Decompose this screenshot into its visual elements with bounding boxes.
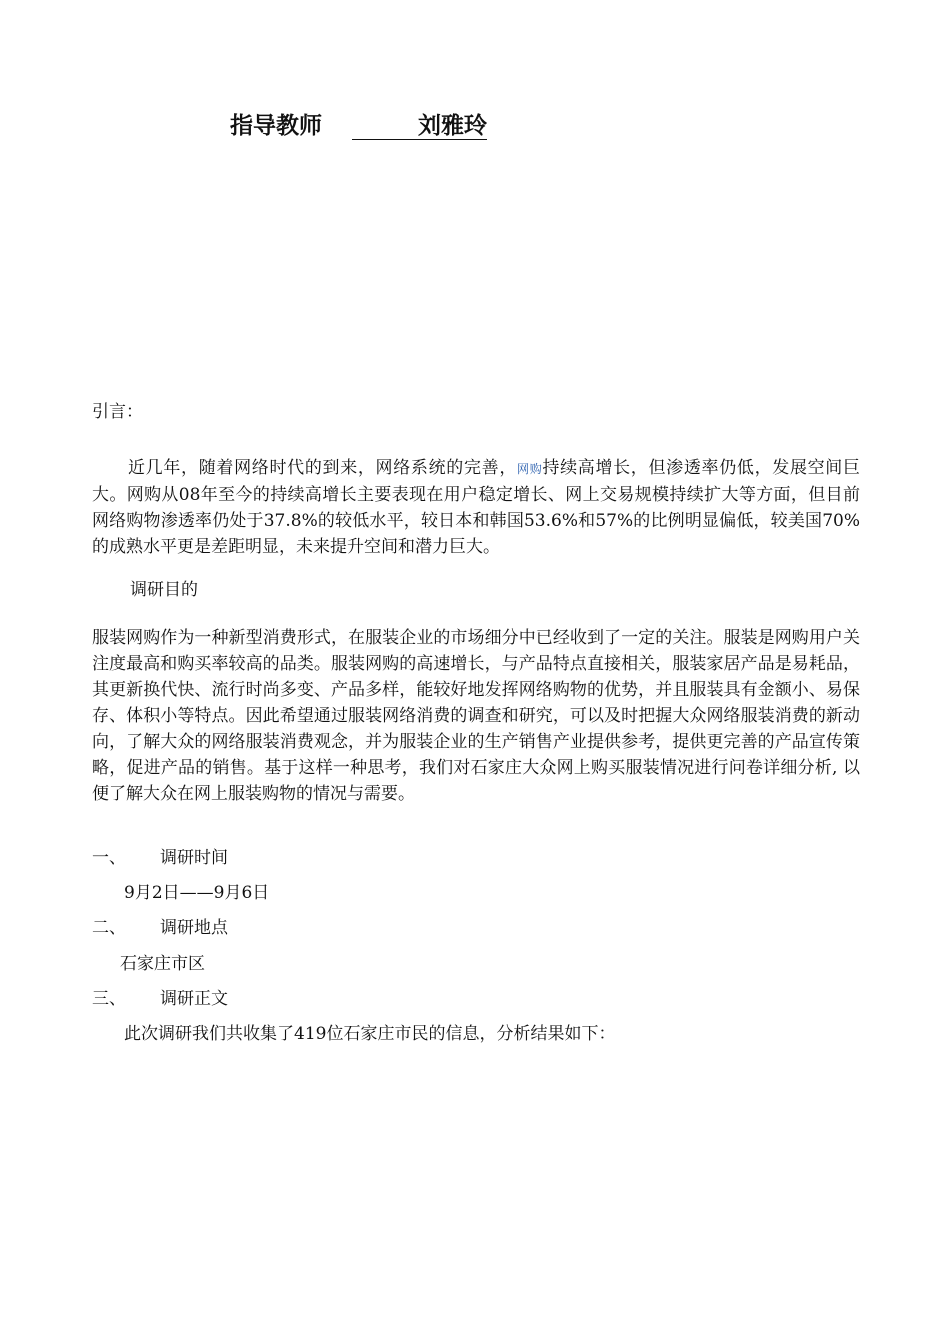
advisor-name-underline [352, 113, 487, 140]
advisor-line [230, 110, 487, 142]
section-title: 调研地点 [160, 918, 228, 938]
purpose-heading: 调研目的 [130, 580, 198, 600]
section-content-body: 此次调研我们共收集了419位石家庄市民的信息，分析结果如下： [124, 1024, 616, 1044]
section-content-time: 9月2日——9月6日 [124, 883, 270, 903]
section-content-location: 石家庄市区 [120, 954, 205, 974]
intro-text-before-link: 近几年，随着网络时代的到来，网络系统的完善， [128, 458, 518, 478]
advisor-label: 指导教师 [230, 113, 322, 139]
advisor-name: 刘雅玲 [418, 113, 487, 139]
section-number: 三、 [92, 989, 126, 1009]
section-number: 一、 [92, 848, 126, 868]
section-heading-time [92, 846, 228, 870]
purpose-section [92, 625, 860, 807]
section-heading-location [92, 916, 228, 940]
intro-heading: 引言： [92, 402, 143, 422]
section-number: 二、 [92, 918, 126, 938]
section-title: 调研正文 [160, 989, 228, 1009]
intro-link[interactable]: 网购 [517, 462, 543, 476]
purpose-paragraph: 服装网购作为一种新型消费形式，在服装企业的市场细分中已经收到了一定的关注。服装是网购用户关注度最高和购买率较高的品类。服装网购的高速增长，与产品特点直接相关，服装家居产品是易耗品，其更新换代快、流行时尚多变、产品多样，能较好地发挥网络购物的优势，并且服装具有金额小、易保存、体积小等特点。因此希望通过服装网络消费的调查和研究，可以及时把握大众网络服装消费的新动向，了解大众的网络服装消费观念，并为服装企业的生产销售产业提供参考，提供更完善的产品宣传策略，促进产品的销售。基于这样一种思考，我们对石家庄大众网上购买服装情况进行问卷详细分析, 以便了解大众在网上服装购物的情况与需要。 [92, 628, 860, 804]
section-title: 调研时间 [160, 848, 228, 868]
intro-section [92, 455, 860, 560]
intro-paragraph [92, 455, 860, 560]
section-heading-body [92, 987, 228, 1011]
intro-text-after-link: 持续高增长，但渗透率仍低，发展空间巨大。网购从08年至今的持续高增长主要表现在用户稳定增长、网上交易规模持续扩大等方面，但目前网络购物渗透率仍处于37.8%的较低水平，较日本和韩国53.6%和57%的比例明显偏低，较美国70%的成熟水平更是差距明显，未来提升空间和潜力巨大。 [92, 458, 860, 557]
